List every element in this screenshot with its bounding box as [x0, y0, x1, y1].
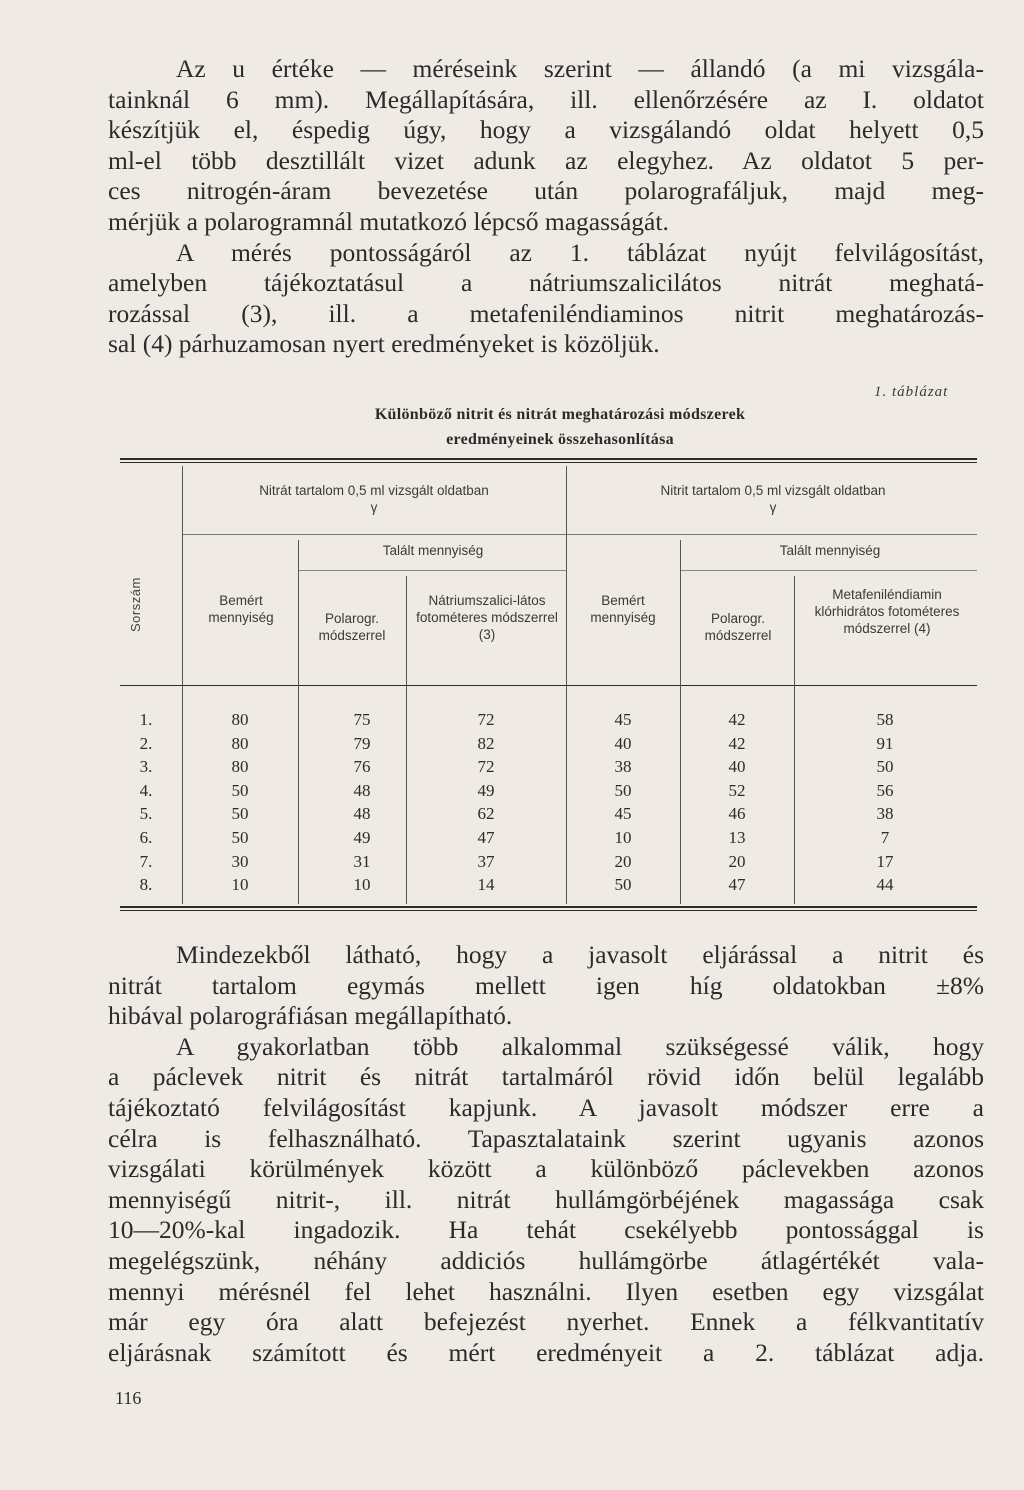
- table-title-line: Különböző nitrit és nitrát meghatározási módszerek: [374, 406, 746, 423]
- table-cell: 40: [614, 733, 632, 753]
- nitrit-group-header: [570, 482, 976, 516]
- table-cell: 38: [614, 757, 632, 777]
- talalt-header-left: Talált mennyiség: [382, 543, 484, 558]
- subheader-rule-left: [298, 570, 566, 571]
- column-divider: [182, 466, 183, 904]
- text-line: nitrát tartalom egymás mellett igen híg oldatokban ±8%: [108, 970, 984, 1000]
- table-cell: 50: [231, 804, 249, 824]
- table-cell: 52: [728, 780, 746, 800]
- table-cell: 44: [876, 875, 894, 895]
- text-line: célra is felhasználható. Tapasztalataink szerint ugyanis azonos: [108, 1123, 984, 1153]
- subheader-rule-right: [680, 570, 977, 571]
- table-cell: 45: [614, 710, 632, 729]
- polarogr-header-right: Polarogr. módszerrel: [704, 611, 772, 643]
- row-number-cell: 2.: [139, 733, 153, 753]
- table-cell: 76: [353, 757, 371, 777]
- text-line: vizsgálati körülmények között a különböző páclevekben azonos: [108, 1154, 984, 1184]
- nitrat-group-header: [186, 482, 562, 516]
- header-bottom-rule: [120, 685, 977, 686]
- column-divider: [298, 540, 299, 904]
- table-title-line: eredményeinek összehasonlítása: [446, 431, 674, 448]
- text-line: ces nitrogén-áram bevezetése után polarografáljuk, majd meg-: [108, 176, 984, 206]
- text-line: eljárásnak számított és mért eredményeit a 2. táblázat adja.: [108, 1337, 984, 1367]
- text-line: mennyiségű nitrit-, ill. nitrát hullámgörbéjének magassága csak: [108, 1184, 984, 1214]
- text-line: hibával polarográfiásan megállapítható.: [108, 1001, 513, 1031]
- outro-paragraph: [108, 940, 984, 1368]
- table-cell: 72: [477, 757, 495, 777]
- table-cell: 49: [353, 828, 371, 847]
- column-divider: [406, 576, 407, 904]
- table-label: 1. táblázat: [874, 384, 949, 400]
- text-line: a páclevek nitrit és nitrát tartalmáról rövid időn belül legalább: [108, 1062, 984, 1092]
- table-top-rule-thin: [120, 462, 977, 463]
- row-number-cell: 8.: [139, 875, 153, 895]
- table-cell: 7: [880, 828, 890, 847]
- text-line: A mérés pontosságáról az 1. táblázat nyújt felvilágosítást,: [176, 237, 984, 267]
- table-cell: 47: [477, 828, 495, 847]
- table-cell: 80: [231, 733, 249, 753]
- table-cell: 14: [477, 875, 495, 895]
- text-line: rozással (3), ill. a metafeniléndiaminos nitrit meghatározás-: [108, 298, 984, 328]
- metafen-header: Metafeniléndiamin klórhidrátos fotométeres módszerrel (4): [814, 587, 960, 636]
- table-cell: 79: [353, 733, 371, 753]
- table-cell: 20: [728, 851, 746, 871]
- table-cell: 58: [876, 710, 894, 729]
- page-number: 116: [115, 1388, 142, 1408]
- table-bottom-rule-thin: [120, 910, 977, 911]
- table-cell: 38: [876, 804, 894, 824]
- gamma-unit: γ: [769, 500, 777, 515]
- text-line: Mindezekből látható, hogy a javasolt eljárással a nitrit és: [176, 940, 984, 969]
- text-line: készítjük el, éspedig úgy, hogy a vizsgálandó oldat helyett 0,5: [108, 115, 984, 145]
- table-cell: 17: [876, 851, 894, 871]
- table-cell: 10: [353, 875, 371, 895]
- table-cell: 48: [353, 804, 371, 824]
- bemert-header-left: Bemért mennyiség: [208, 593, 274, 625]
- table-cell: 50: [614, 875, 632, 895]
- table-bottom-rule: [120, 906, 977, 908]
- polarogr-header-left: Polarogr. módszerrel: [318, 611, 386, 643]
- bemert-header-right: Bemért mennyiség: [590, 593, 656, 625]
- table-cell: 50: [614, 780, 632, 800]
- text-line: A gyakorlatban több alkalommal szükségessé válik, hogy: [176, 1031, 984, 1061]
- table-cell: 91: [876, 733, 894, 753]
- header-group-rule: [182, 534, 977, 535]
- text-line: mérjük a polarogramnál mutatkozó lépcső magasságát.: [108, 206, 669, 236]
- table-cell: 50: [231, 780, 249, 800]
- table-cell: 47: [728, 875, 746, 895]
- text-line: sal (4) párhuzamosan nyert eredményeket is közöljük.: [108, 329, 660, 359]
- natrium-header: Nátriumszalici-látos fotométeres módszerrel (3): [416, 593, 558, 642]
- gamma-unit: γ: [370, 500, 378, 515]
- column-divider: [794, 576, 795, 904]
- table-cell: 46: [728, 804, 746, 824]
- table-cell: 37: [477, 851, 495, 871]
- table-title: [200, 402, 920, 452]
- text-line: megelégszünk, néhány addiciós hullámgörbe átlagértékét vala-: [108, 1245, 984, 1275]
- row-number-cell: 1.: [139, 710, 153, 729]
- talalt-header-right: Talált mennyiség: [779, 543, 881, 558]
- table-cell: 49: [477, 780, 495, 800]
- table-cell: 80: [231, 757, 249, 777]
- table-cell: 10: [231, 875, 249, 895]
- table-cell: 45: [614, 804, 632, 824]
- table-cell: 56: [876, 780, 894, 800]
- table-cell: 82: [477, 733, 495, 753]
- row-number-cell: 7.: [139, 851, 153, 871]
- table-cell: 20: [614, 851, 632, 871]
- text-line: amelyben tájékoztatásul a nátriumszalicilátos nitrát meghatá-: [108, 268, 984, 298]
- text-line: 10—20%-kal ingadozik. Ha tehát csekélyebb pontossággal is: [108, 1215, 984, 1245]
- intro-paragraph: [108, 54, 984, 360]
- table-cell: 31: [353, 851, 371, 871]
- header-text: Nitrit tartalom 0,5 ml vizsgált oldatban: [660, 483, 886, 498]
- table-cell: 62: [477, 804, 495, 824]
- table-cell: 42: [728, 710, 746, 729]
- text-line: ml-el több desztillált vizet adunk az elegyhez. Az oldatot 5 per-: [108, 145, 984, 175]
- text-line: Az u értéke — méréseink szerint — állandó (a mi vizsgála-: [176, 54, 984, 83]
- row-number-cell: 4.: [139, 780, 153, 800]
- table-top-rule: [120, 458, 977, 460]
- table-cell: 40: [728, 757, 746, 777]
- column-divider: [566, 466, 567, 904]
- table-cell: 50: [876, 757, 894, 777]
- text-line: tainknál 6 mm). Megállapítására, ill. ellenőrzésére az I. oldatot: [108, 84, 984, 114]
- column-divider: [680, 540, 681, 904]
- table-cell: 80: [231, 710, 249, 729]
- table-cell: 42: [728, 733, 746, 753]
- sorszam-header: Sorszám: [128, 577, 143, 632]
- text-line: tájékoztató felvilágosítást kapjunk. A javasolt módszer erre a: [108, 1092, 984, 1122]
- table-cell: 13: [728, 828, 746, 847]
- header-text: Nitrát tartalom 0,5 ml vizsgált oldatban: [259, 483, 489, 498]
- table-cell: 75: [353, 710, 371, 729]
- table-cell: 50: [231, 828, 249, 847]
- table-cell: 10: [614, 828, 632, 847]
- text-line: már egy óra alatt befejezést nyerhet. Ennek a félkvantitatív: [108, 1307, 984, 1337]
- row-number-cell: 6.: [139, 828, 153, 847]
- table-cell: 48: [353, 780, 371, 800]
- row-number-cell: 5.: [139, 804, 153, 824]
- table-cell: 30: [231, 851, 249, 871]
- table-cell: 72: [477, 710, 495, 729]
- row-number-cell: 3.: [139, 757, 153, 777]
- text-line: mennyi mérésnél fel lehet használni. Ilyen esetben egy vizsgálat: [108, 1276, 984, 1306]
